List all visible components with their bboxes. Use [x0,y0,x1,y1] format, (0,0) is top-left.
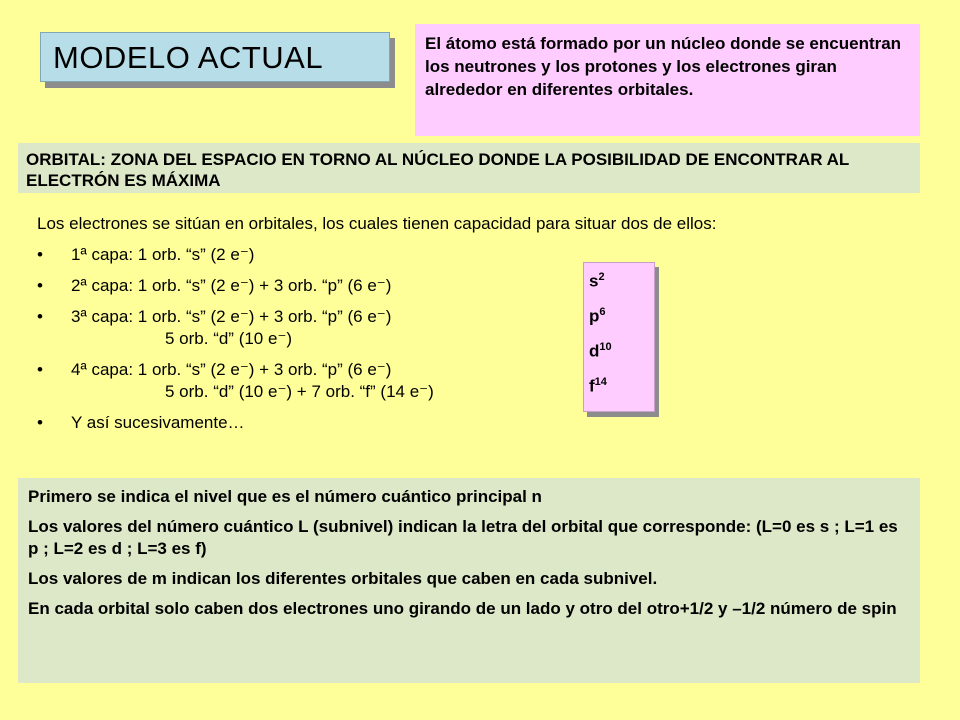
capa-line: 2ª capa: 1 orb. “s” (2 e⁻) + 3 orb. “p” (6 e⁻) [71,276,392,295]
bullet-icon: • [37,360,43,379]
rule-paragraph: Los valores del número cuántico L (subnivel) indican la letra del orbital que corresponde: (L=0 es s ; L=1 es p ; L=2 es d ; L=3 es f) [28,517,898,558]
capas-intro: Los electrones se sitúan en orbitales, los cuales tienen capacidad para situar dos de ellos: [37,214,717,233]
capa-line-continuation: 5 orb. “d” (10 e⁻) [165,329,293,348]
list-item [37,412,917,434]
subnivel-p: $p^6$ [589,306,606,326]
subnivel-d: $d^{10}$ [589,341,612,361]
capa-line: 4ª capa: 1 orb. “s” (2 e⁻) + 3 orb. “p” (6 e⁻) [71,360,392,379]
slide-title: MODELO ACTUAL [40,32,390,82]
list-item [37,359,917,403]
bullet-icon: • [37,307,43,326]
capa-line-continuation: 5 orb. “d” (10 e⁻) + 7 orb. “f” (14 e⁻) [165,382,434,401]
capas-list [37,244,917,434]
bullet-icon: • [37,413,43,432]
rule-paragraph: En cada orbital solo caben dos electrones uno girando de un lado y otro del otro+1/2 y –1/2 número de spin [28,599,897,618]
list-item [37,275,917,297]
subnivel-s: $s^2$ [589,271,605,291]
capa-line: 1ª capa: 1 orb. “s” (2 e⁻) [71,245,255,264]
capas-section [37,213,917,443]
list-item [37,306,917,350]
bullet-icon: • [37,276,43,295]
rule-paragraph: Los valores de m indican los diferentes orbitales que caben en cada subnivel. [28,569,658,588]
rule-paragraph: Primero se indica el nivel que es el número cuántico principal n [28,487,542,506]
quantum-numbers-box [18,478,920,683]
subnivel-f: $f^{14}$ [589,376,607,396]
list-item [37,244,917,266]
orbital-definition-box: ORBITAL: ZONA DEL ESPACIO EN TORNO AL NÚCLEO DONDE LA POSIBILIDAD DE ENCONTRAR AL ELECTRÓN ES MÁXIMA [18,143,920,193]
capa-line: Y así sucesivamente… [71,413,245,432]
capa-line: 3ª capa: 1 orb. “s” (2 e⁻) + 3 orb. “p” (6 e⁻) [71,307,392,326]
subniveles-box [583,262,655,412]
bullet-icon: • [37,245,43,264]
intro-text-box: El átomo está formado por un núcleo donde se encuentran los neutrones y los protones y los electrones giran alrededor en diferentes orbitales. [415,24,920,136]
